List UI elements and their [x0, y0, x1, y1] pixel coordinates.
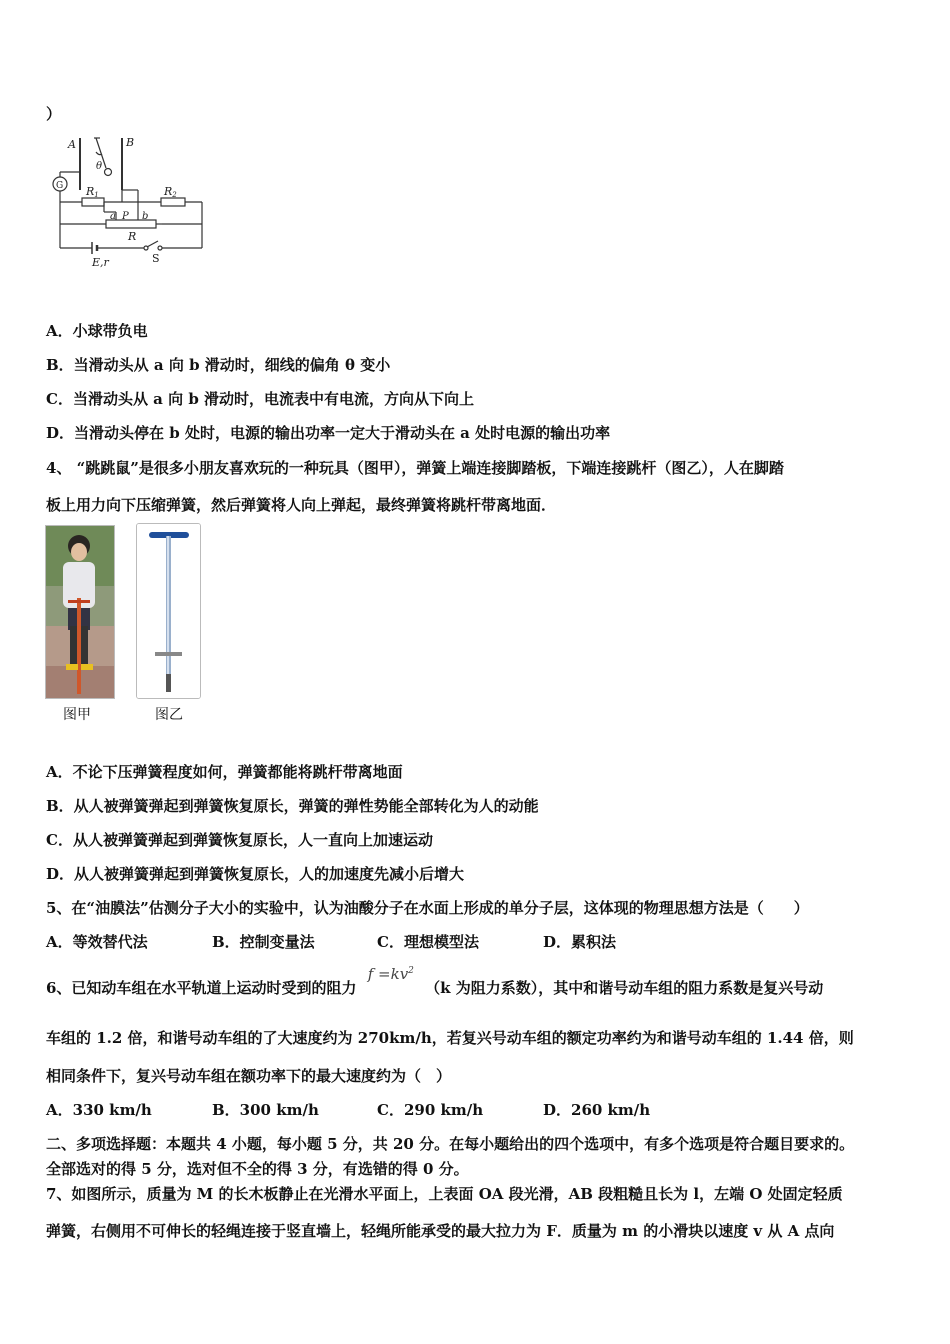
circuit-label-S: S: [152, 252, 160, 265]
q7-line1: 7、如图所示，质量为 M 的长木板静止在光滑水平面上，上表面 OA 段光滑，AB 段粗糙且长为 l，左端 O 处固定轻质: [46, 1185, 843, 1203]
q4-option-a: A．不论下压弹簧程度如何，弹簧都能将跳杆带离地面: [46, 763, 403, 781]
q4-stem-line2: 板上用力向下压缩弹簧，然后弹簧将人向上弹起，最终弹簧将跳杆带离地面．: [46, 496, 557, 514]
q4-stem-line1: 4、 “跳跳鼠”是很多小朋友喜欢玩的一种玩具（图甲），弹簧上端连接脚踏板，下端连接跳杆（图乙），人在脚踏: [46, 459, 784, 477]
q5-option-d: D．累积法: [543, 933, 617, 951]
circuit-label-R: R: [128, 230, 137, 243]
circuit-label-A: A: [68, 138, 76, 151]
circuit-label-b: b: [142, 211, 149, 222]
q6-formula: $f =kv^2$: [367, 965, 414, 983]
q3-option-c: C．当滑动头从 a 向 b 滑动时，电流表中有电流，方向从下向上: [46, 390, 475, 408]
section2-line1: 二、多项选择题：本题共 4 小题，每小题 5 分，共 20 分。在每小题给出的四个选项中，有多个选项是符合题目要求的。: [46, 1135, 855, 1153]
section2-line2: 全部选对的得 5 分，选对但不全的得 3 分，有选错的得 0 分。: [46, 1160, 469, 1178]
circuit-label-R1: R1: [86, 185, 99, 199]
q6-option-b: B．300 km/h: [212, 1101, 319, 1119]
circuit-label-a: a: [110, 211, 116, 222]
q4-option-c: C．从人被弹簧弹起到弹簧恢复原长，人一直向上加速运动: [46, 831, 433, 849]
q6-option-d: D．260 km/h: [543, 1101, 651, 1119]
q3-option-d: D．当滑动头停在 b 处时，电源的输出功率一定大于滑动头在 a 处时电源的输出功率: [46, 424, 611, 442]
q6-stem-post: （k 为阻力系数），其中和谐号动车组的阻力系数是复兴号动: [425, 979, 824, 997]
circuit-label-G: G: [56, 181, 64, 191]
pogo-stick-photo: [136, 523, 201, 699]
caption-figure-a: 图甲: [63, 707, 91, 723]
circuit-label-E: E,r: [92, 256, 109, 269]
q5-option-a: A．等效替代法: [46, 933, 148, 951]
q6-stem-pre: 6、已知动车组在水平轨道上运动时受到的阻力: [46, 979, 357, 997]
q5-option-b: B．控制变量法: [212, 933, 315, 951]
q4-option-d: D．从人被弹簧弹起到弹簧恢复原长，人的加速度先减小后增大: [46, 865, 465, 883]
circuit-label-P: P: [122, 211, 129, 222]
q5-stem: 5、在“油膜法”估测分子大小的实验中，认为油酸分子在水面上形成的单分子层，这体现的物理思想方法是（ ）: [46, 899, 809, 917]
q6-stem: [46, 965, 824, 998]
q3-tail: ）: [46, 105, 62, 123]
q3-option-b: B．当滑动头从 a 向 b 滑动时，细线的偏角 θ 变小: [46, 356, 391, 374]
circuit-label-B: B: [126, 136, 135, 149]
q7-line2: 弹簧，右侧用不可伸长的轻绳连接于竖直墙上，轻绳所能承受的最大拉力为 F．质量为 m 的小滑块以速度 v 从 A 点向: [46, 1222, 835, 1240]
caption-figure-b: 图乙: [155, 707, 183, 723]
circuit-label-R2: R2: [164, 185, 177, 199]
q6-line3: 相同条件下，复兴号动车组在额功率下的最大速度约为（ ）: [46, 1067, 452, 1085]
q6-line2: 车组的 1.2 倍，和谐号动车组的了大速度约为 270km/h，若复兴号动车组的额定功率约为和谐号动车组的 1.44 倍，则: [46, 1029, 854, 1047]
q5-option-c: C．理想模型法: [377, 933, 479, 951]
q3-option-a: A．小球带负电: [46, 322, 148, 340]
q6-option-a: A．330 km/h: [46, 1101, 152, 1119]
q6-option-c: C．290 km/h: [377, 1101, 484, 1119]
circuit-label-theta: θ: [96, 161, 103, 172]
circuit-diagram: [46, 132, 216, 272]
pogo-child-photo: [45, 525, 115, 699]
q4-option-b: B．从人被弹簧弹起到弹簧恢复原长，弹簧的弹性势能全部转化为人的动能: [46, 797, 539, 815]
